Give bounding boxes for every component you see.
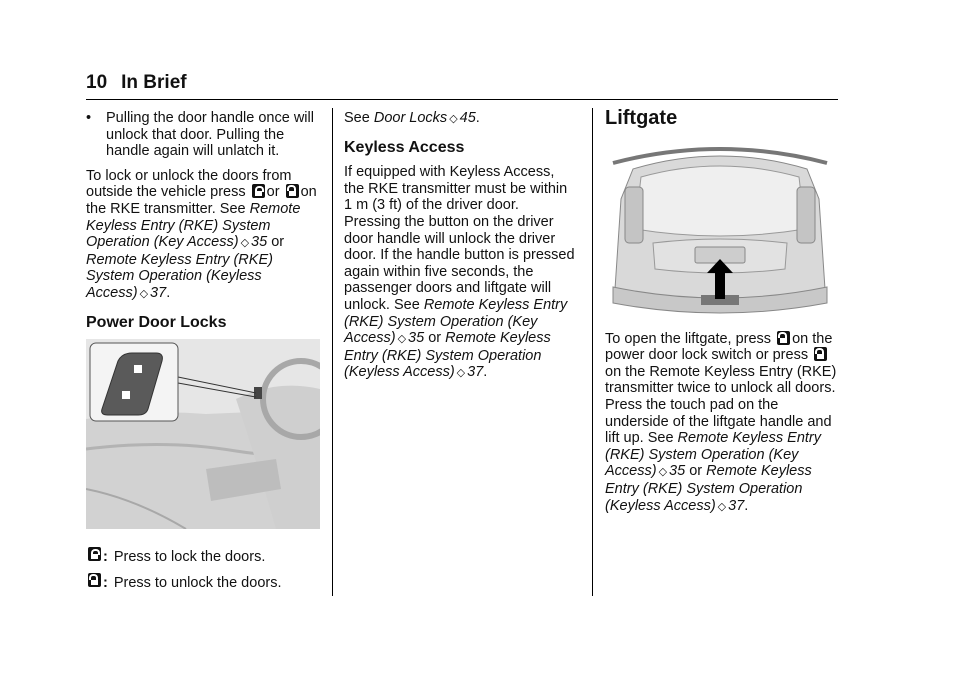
text: . (483, 364, 488, 381)
legend-unlock-text: Press to unlock the doors. (113, 574, 282, 591)
bullet-item (86, 110, 322, 160)
liftgate-paragraph (605, 331, 840, 516)
text: or (428, 330, 442, 347)
column-1 (86, 110, 322, 598)
text: on the Remote Keyless Entry (RKE) transmitter twice to unlock all doors. Press the touch pad on the underside of the liftgate handle and lift up. See (605, 363, 837, 447)
page-ref-35[interactable]: 35 (251, 234, 268, 251)
text: If equipped with Keyless Access, the RKE transmitter must be within 1 m (3 ft) of the driver door. Pressing the button on the driver door handle will unlock the driver door. If the handle button is pressed again within five seconds, the passenger doors and liftgate will unlock. See (344, 164, 575, 313)
text: To lock or unlock the doors from outside the vehicle press (86, 167, 292, 201)
colon: : (103, 549, 108, 566)
column-divider-2 (592, 108, 593, 596)
column-2 (344, 110, 578, 389)
unlock-icon (814, 347, 827, 361)
page-ref-37[interactable]: 37 (467, 364, 484, 381)
page-ref-arrow-icon: ◇ (240, 237, 250, 250)
text: To open the liftgate, press (605, 330, 772, 347)
page-ref-arrow-icon: ◇ (139, 287, 149, 300)
text: on the power door lock switch or press (605, 330, 833, 364)
text: . (166, 284, 171, 301)
unlock-icon (88, 573, 101, 587)
legend-unlock (86, 573, 322, 592)
text: . (744, 497, 749, 514)
legend-lock (86, 547, 322, 566)
liftgate-illustration (605, 139, 835, 319)
page-ref-35[interactable]: 35 (669, 463, 686, 480)
page-ref-arrow-icon: ◇ (658, 466, 668, 479)
column-3 (605, 107, 840, 522)
text: or (266, 184, 280, 201)
text: or (271, 234, 285, 251)
link-rke-key-access[interactable]: Remote Keyless Entry (RKE) System Operation (Key Access) (344, 296, 568, 347)
text: or (689, 463, 703, 480)
link-rke-key-access[interactable]: Remote Keyless Entry (RKE) System Operation (Key Access) (86, 200, 301, 251)
legend-lock-text: Press to lock the doors. (113, 549, 266, 566)
link-rke-key-access[interactable]: Remote Keyless Entry (RKE) System Operation (Key Access) (605, 430, 821, 480)
page-ref-arrow-icon: ◇ (717, 500, 727, 513)
link-door-locks[interactable]: Door Locks (373, 110, 448, 126)
page-ref-35[interactable]: 35 (408, 330, 425, 347)
text: See (344, 110, 370, 126)
section-heading-liftgate: Liftgate (605, 107, 678, 129)
link-rke-keyless-access[interactable]: Remote Keyless Entry (RKE) System Operation (Keyless Access) (86, 251, 273, 301)
section-title: In Brief (121, 72, 187, 93)
page-ref-arrow-icon: ◇ (449, 113, 458, 125)
see-door-locks (344, 110, 578, 128)
page-ref-37[interactable]: 37 (728, 497, 745, 514)
colon: : (103, 574, 108, 591)
page-ref-45[interactable]: 45 (459, 110, 476, 126)
page-ref-37[interactable]: 37 (150, 284, 167, 301)
link-rke-keyless-access[interactable]: Remote Keyless Entry (RKE) System Operation (Keyless Access) (344, 330, 551, 381)
link-rke-keyless-access[interactable]: Remote Keyless Entry (RKE) System Operation (Keyless Access) (605, 463, 812, 514)
page-ref-arrow-icon: ◇ (397, 333, 407, 346)
unlock-icon (777, 331, 790, 345)
text: on the RKE transmitter. See (86, 184, 317, 217)
page-number: 10 (86, 72, 108, 93)
text: . (475, 110, 480, 126)
column-divider-1 (332, 108, 333, 596)
bullet-marker: • (86, 110, 92, 126)
keyless-access-paragraph (344, 164, 578, 382)
lock-icon (88, 547, 101, 561)
bullet-text: Pulling the door handle once will unlock that door. Pulling the handle again will unlatch it. (106, 110, 314, 160)
lock-unlock-paragraph (86, 168, 322, 303)
lock-icon (252, 184, 265, 198)
header-rule (86, 99, 838, 100)
page-header (86, 72, 187, 94)
unlock-icon (286, 184, 299, 198)
section-heading-keyless-access: Keyless Access (344, 138, 465, 156)
door-lock-switch-illustration (86, 339, 320, 529)
page-ref-arrow-icon: ◇ (456, 367, 466, 380)
section-heading-power-door-locks: Power Door Locks (86, 313, 227, 331)
